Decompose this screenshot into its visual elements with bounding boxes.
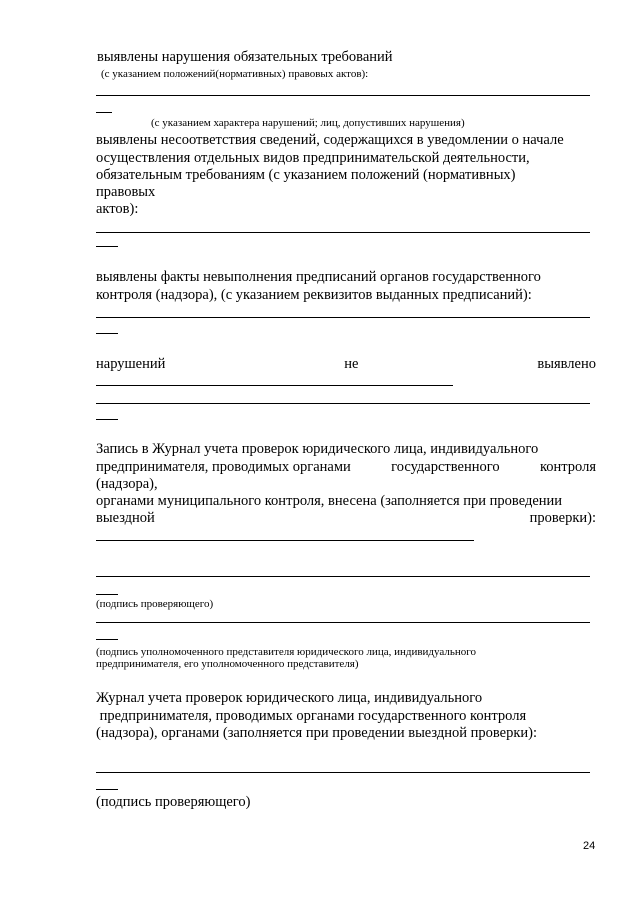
inconsistencies-line-3: обязательным требованиям (с указанием положений (нормативных) xyxy=(96,167,516,183)
fill-line[interactable] xyxy=(96,232,590,233)
inconsistencies-line-4: правовых xyxy=(96,184,156,200)
journal-entry-line-5-part-2: проверки): xyxy=(529,510,596,526)
journal-entry-line-2 xyxy=(96,459,596,476)
inspector-signature-caption: (подпись проверяющего) xyxy=(96,598,214,610)
violations-found-line: выявлены нарушения обязательных требований xyxy=(97,49,393,65)
journal-entry-line-3: (надзора), xyxy=(96,476,158,492)
fill-line[interactable] xyxy=(96,385,453,386)
representative-signature-caption-2: предпринимателя, его уполномоченного представителя) xyxy=(96,658,359,670)
signature-line[interactable] xyxy=(96,622,590,623)
journal-entry-line-5-part-1: выездной xyxy=(96,510,155,526)
legal-acts-note: (с указанием положений(нормативных) правовых актов): xyxy=(101,68,369,80)
fill-line[interactable] xyxy=(96,95,590,96)
unfulfilled-orders-line-1: выявлены факты невыполнения предписаний органов государственного xyxy=(96,269,541,285)
fill-line-end[interactable] xyxy=(96,333,118,334)
no-violations-line xyxy=(96,356,596,373)
fill-line-end[interactable] xyxy=(96,639,118,640)
journal-absent-line-3: (надзора), органами (заполняется при проведении выездной проверки): xyxy=(96,725,538,741)
violation-nature-note: (с указанием характера нарушений; лиц, допустивших нарушения) xyxy=(151,117,465,129)
fill-line-end[interactable] xyxy=(96,594,118,595)
journal-absent-line-2: предпринимателя, проводимых органами государственного контроля xyxy=(96,708,527,724)
journal-entry-line-1: Запись в Журнал учета проверок юридического лица, индивидуального xyxy=(96,441,539,457)
signature-line[interactable] xyxy=(96,772,590,773)
inconsistencies-line-5: актов): xyxy=(96,201,139,217)
inspector-signature-caption-2: (подпись проверяющего) xyxy=(96,794,251,810)
journal-entry-line-4: органами муниципального контроля, внесена (заполняется при проведении xyxy=(96,493,563,509)
journal-entry-line-2-part-2: государственного xyxy=(391,459,500,475)
page-number: 24 xyxy=(583,840,596,852)
fill-line-end[interactable] xyxy=(96,789,118,790)
signature-line[interactable] xyxy=(96,576,590,577)
journal-entry-line-5 xyxy=(96,510,596,527)
fill-line-end[interactable] xyxy=(96,419,118,420)
unfulfilled-orders-line-2: контроля (надзора), (с указанием реквизитов выданных предписаний): xyxy=(96,287,532,303)
representative-signature-caption-1: (подпись уполномоченного представителя юридического лица, индивидуального xyxy=(96,646,476,658)
no-violations-word-1: нарушений xyxy=(96,356,166,372)
fill-line[interactable] xyxy=(96,403,590,404)
fill-line[interactable] xyxy=(96,317,590,318)
journal-entry-line-2-part-1: предпринимателя, проводимых органами xyxy=(96,459,351,475)
fill-line[interactable] xyxy=(96,540,474,541)
journal-absent-line-1: Журнал учета проверок юридического лица, индивидуального xyxy=(96,690,483,706)
journal-entry-line-2-part-3: контроля xyxy=(539,459,596,475)
fill-line-end[interactable] xyxy=(96,112,112,113)
fill-line-end[interactable] xyxy=(96,246,118,247)
no-violations-word-2: не xyxy=(344,356,359,372)
inconsistencies-line-2: осуществления отдельных видов предпринимательской деятельности, xyxy=(96,150,530,166)
inconsistencies-line-1: выявлены несоответствия сведений, содержащихся в уведомлении о начале xyxy=(96,132,564,148)
no-violations-word-3: выявлено xyxy=(537,356,596,372)
